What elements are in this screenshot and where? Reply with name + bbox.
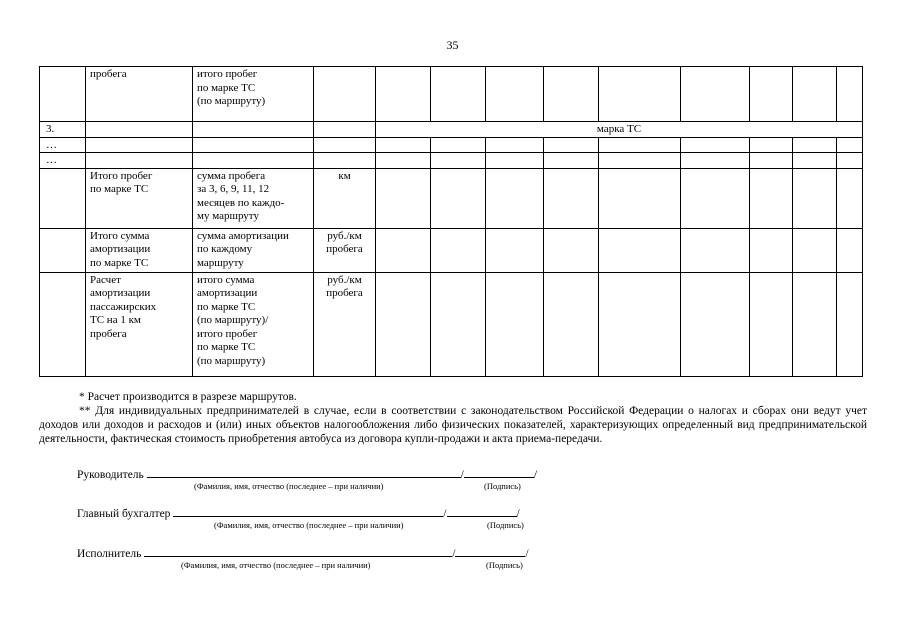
table-cell (837, 168, 863, 228)
table-cell (793, 137, 837, 153)
table-cell (376, 228, 431, 272)
signature-director (77, 466, 537, 481)
table-row (40, 137, 863, 153)
table-cell (40, 228, 86, 272)
table-cell (486, 228, 544, 272)
table-cell (599, 153, 681, 169)
table-cell (376, 153, 431, 169)
sign-field-line[interactable] (464, 466, 534, 478)
table-cell (40, 67, 86, 122)
table-cell (681, 228, 750, 272)
page-number: 35 (446, 38, 459, 52)
signature-chief-accountant (77, 505, 520, 520)
name-hint: (Фамилия, имя, отчество (последнее – при наличии) (214, 520, 404, 530)
sign-hint: (Подпись) (486, 560, 523, 570)
table-cell (486, 137, 544, 153)
table-row (40, 122, 863, 138)
table-cell (544, 228, 599, 272)
merged-brand-cell: марка ТС (376, 122, 863, 138)
sign-hint: (Подпись) (487, 520, 524, 530)
footnote-2: ** Для индивидуальных предпринимателей в случае, если в соответствии с законодательством Российской Федерации о налогах и сборах они ведут учет доходов или доходов и расходов и (или) иных объектов налогообложения либо физических показателей, характеризующих определенный вид предпринимательской деятельности, фактическая стоимость приобретения автобуса из договора купли-продажи и акта приема-передачи. (39, 405, 867, 445)
table-cell (793, 67, 837, 122)
table-cell (681, 67, 750, 122)
footnotes (39, 390, 867, 446)
table-cell (837, 67, 863, 122)
table-cell: 3. (40, 122, 86, 138)
table-cell (193, 153, 314, 169)
table-cell (793, 168, 837, 228)
table-cell (599, 137, 681, 153)
table-cell (750, 137, 793, 153)
table-cell: Итого пробег по марке ТС (86, 168, 193, 228)
table-cell (86, 122, 193, 138)
table-cell (314, 122, 376, 138)
table-cell (599, 168, 681, 228)
table-cell: … (40, 153, 86, 169)
table-cell (40, 168, 86, 228)
table-cell: Итого сумма амортизации по марке ТС (86, 228, 193, 272)
table-cell (431, 168, 486, 228)
slash: / (443, 508, 447, 520)
table-cell (681, 137, 750, 153)
table-cell (793, 228, 837, 272)
table-cell (193, 122, 314, 138)
table-row (40, 272, 863, 376)
table-cell (314, 137, 376, 153)
slash: / (533, 469, 538, 481)
footnote-1: * Расчет производится в разрезе маршрутов. (79, 391, 297, 403)
table-cell (681, 168, 750, 228)
name-field-line[interactable] (173, 505, 443, 517)
table-row (40, 67, 863, 122)
table-cell: Расчет амортизации пассажирских ТС на 1 км пробега (86, 272, 193, 376)
table-cell (376, 67, 431, 122)
slash: / (460, 469, 464, 481)
sign-field-line[interactable] (455, 545, 525, 557)
table-cell: пробега (86, 67, 193, 122)
table-cell: итого сумма амортизации по марке ТС (по маршруту)/ итого пробег по марке ТС (по маршруту) (193, 272, 314, 376)
table-cell (837, 228, 863, 272)
table-cell (750, 272, 793, 376)
table-cell (681, 272, 750, 376)
table-cell (376, 137, 431, 153)
table-cell (750, 228, 793, 272)
table-cell: … (40, 137, 86, 153)
table-cell: км (314, 168, 376, 228)
table-cell (837, 153, 863, 169)
table-row (40, 168, 863, 228)
table-cell (376, 168, 431, 228)
signature-label: Руководитель (77, 469, 144, 481)
table-cell (314, 67, 376, 122)
name-hint: (Фамилия, имя, отчество (последнее – при наличии) (194, 481, 384, 491)
table-cell: сумма пробега за 3, 6, 9, 11, 12 месяцев по каждо- му маршруту (193, 168, 314, 228)
slash: / (525, 548, 529, 560)
table-cell (486, 272, 544, 376)
table-cell (837, 137, 863, 153)
sign-field-line[interactable] (447, 505, 517, 517)
sign-hint: (Подпись) (484, 481, 521, 491)
slash: / (452, 548, 456, 560)
signature-executor (77, 545, 529, 560)
table-cell (544, 137, 599, 153)
table-cell (544, 272, 599, 376)
name-field-line[interactable] (147, 466, 461, 478)
table-cell (599, 67, 681, 122)
table-cell (193, 137, 314, 153)
table-row (40, 228, 863, 272)
table-cell (544, 168, 599, 228)
table-cell: итого пробег по марке ТС (по маршруту) (193, 67, 314, 122)
table-cell (486, 153, 544, 169)
table-cell (431, 272, 486, 376)
table-cell (750, 153, 793, 169)
signature-label: Главный бухгалтер (77, 508, 171, 520)
table-cell (431, 67, 486, 122)
table-cell (86, 137, 193, 153)
table-cell (431, 228, 486, 272)
table-cell (750, 168, 793, 228)
name-hint: (Фамилия, имя, отчество (последнее – при наличии) (181, 560, 371, 570)
table-cell (86, 153, 193, 169)
table-cell (599, 272, 681, 376)
slash: / (516, 508, 520, 520)
table-cell: сумма амортизации по каждому маршруту (193, 228, 314, 272)
table-cell (314, 153, 376, 169)
amortization-table (39, 66, 863, 377)
table-cell: руб./км пробега (314, 228, 376, 272)
table-cell (486, 168, 544, 228)
name-field-line[interactable] (144, 545, 452, 557)
table-cell (376, 272, 431, 376)
table-cell (40, 272, 86, 376)
table-cell (544, 67, 599, 122)
table-cell (431, 153, 486, 169)
table-cell (793, 272, 837, 376)
signature-label: Исполнитель (77, 548, 142, 560)
table-cell (837, 272, 863, 376)
table-cell: руб./км пробега (314, 272, 376, 376)
table-cell (599, 228, 681, 272)
table-cell (750, 67, 793, 122)
table-cell (793, 153, 837, 169)
table-cell (486, 67, 544, 122)
table-cell (681, 153, 750, 169)
table-cell (544, 153, 599, 169)
table-cell (431, 137, 486, 153)
table-row (40, 153, 863, 169)
